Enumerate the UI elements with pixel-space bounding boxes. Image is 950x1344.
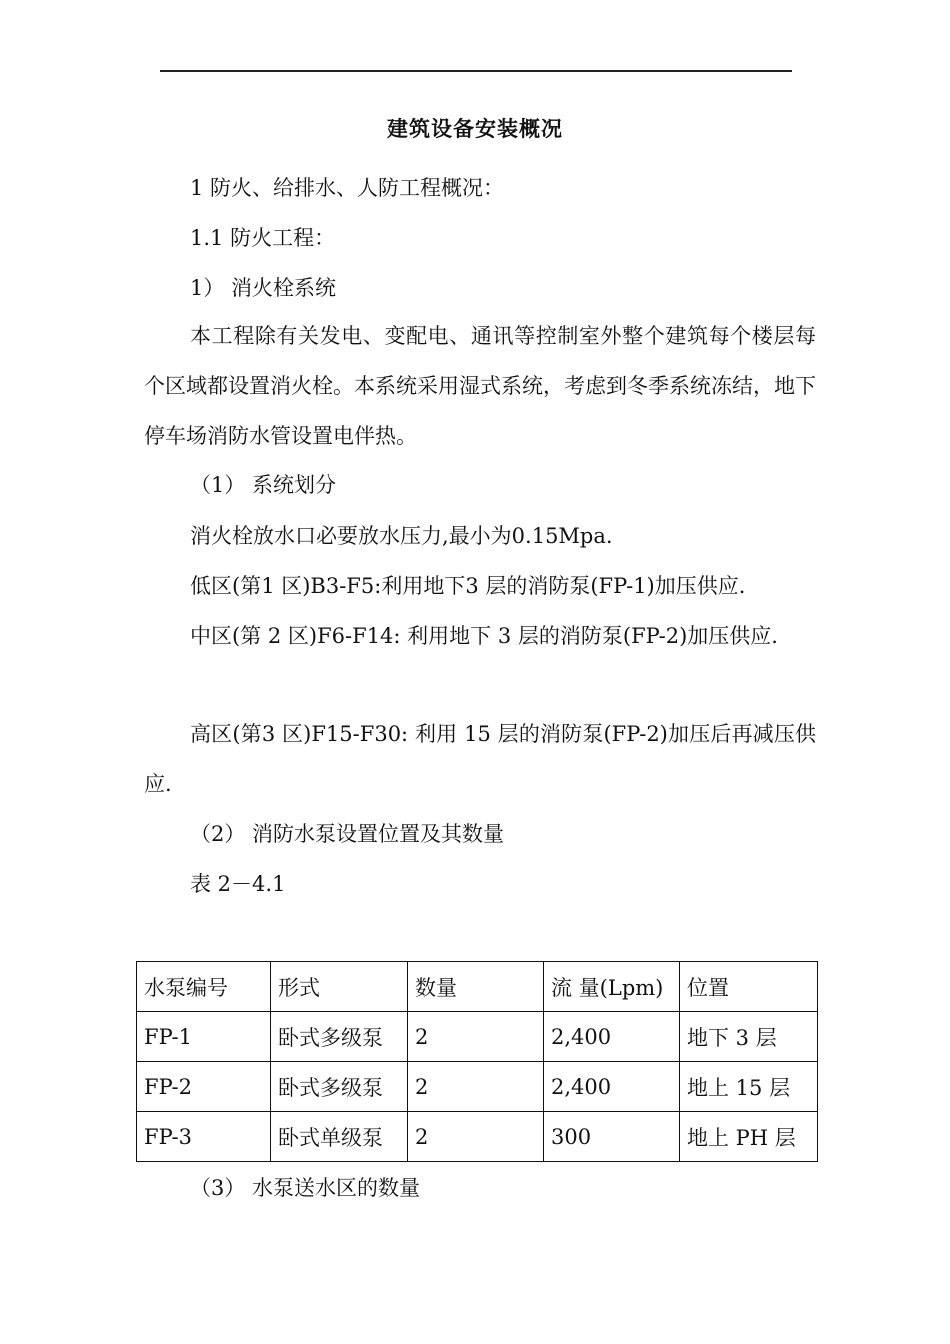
cell-flow: 2,400 xyxy=(544,1062,680,1112)
section-heading-1-1: 1.1 防火工程： xyxy=(190,226,336,250)
cell-type: 卧式多级泵 xyxy=(271,1012,408,1062)
cell-quantity: 2 xyxy=(408,1062,544,1112)
table-caption: 表 2－4.1 xyxy=(190,872,286,896)
section-heading-1: 1 防火、给排水、人防工程概况： xyxy=(190,176,505,200)
cell-type: 卧式单级泵 xyxy=(271,1112,408,1162)
table-row xyxy=(137,1062,818,1112)
item-heading-hydrant: 1） 消火栓系统 xyxy=(190,276,337,300)
paragraph-mid-zone: 中区(第 2 区)F6-F14: 利用地下 3 层的消防泵(FP-2)加压供应. xyxy=(190,624,778,648)
cell-flow: 300 xyxy=(544,1112,680,1162)
cell-location: 地上 15 层 xyxy=(680,1062,818,1112)
header-type: 形式 xyxy=(271,962,408,1012)
cell-type: 卧式多级泵 xyxy=(271,1062,408,1112)
cell-quantity: 2 xyxy=(408,1112,544,1162)
cell-flow: 2,400 xyxy=(544,1012,680,1062)
subheading-pump-location: （2） 消防水泵设置位置及其数量 xyxy=(190,822,505,846)
cell-location: 地上 PH 层 xyxy=(680,1112,818,1162)
header-flow: 流 量(Lpm) xyxy=(544,962,680,1012)
paragraph-high-zone: 高区(第3 区)F15-F30: 利用 15 层的消防泵(FP-2)加压后再减压供应. xyxy=(144,722,816,796)
paragraph-low-zone: 低区(第1 区)B3-F5:利用地下3 层的消防泵(FP-1)加压供应. xyxy=(190,574,746,598)
header-rule xyxy=(160,70,792,72)
header-quantity: 数量 xyxy=(408,962,544,1012)
table-row xyxy=(137,1012,818,1062)
cell-pump-id: FP-2 xyxy=(137,1062,271,1112)
document-title: 建筑设备安装概况 xyxy=(387,117,563,141)
cell-pump-id: FP-1 xyxy=(137,1012,271,1062)
header-location: 位置 xyxy=(680,962,818,1012)
paragraph-intro: 本工程除有关发电、变配电、通讯等控制室外整个建筑每个楼层每个区域都设置消火栓。本系统采用湿式系统，考虑到冬季系统冻结，地下停车场消防水管设置电伴热。 xyxy=(144,324,816,448)
table-row xyxy=(137,1112,818,1162)
subheading-system-division: （1） 系统划分 xyxy=(190,473,337,497)
header-pump-id: 水泵编号 xyxy=(137,962,271,1012)
pump-table xyxy=(136,961,818,1162)
cell-quantity: 2 xyxy=(408,1012,544,1062)
table-header-row xyxy=(137,962,818,1012)
cell-pump-id: FP-3 xyxy=(137,1112,271,1162)
cell-location: 地下 3 层 xyxy=(680,1012,818,1062)
paragraph-pressure: 消火栓放水口必要放水压力,最小为0.15Mpa. xyxy=(190,524,613,548)
subheading-pump-zones: （3） 水泵送水区的数量 xyxy=(190,1176,421,1200)
